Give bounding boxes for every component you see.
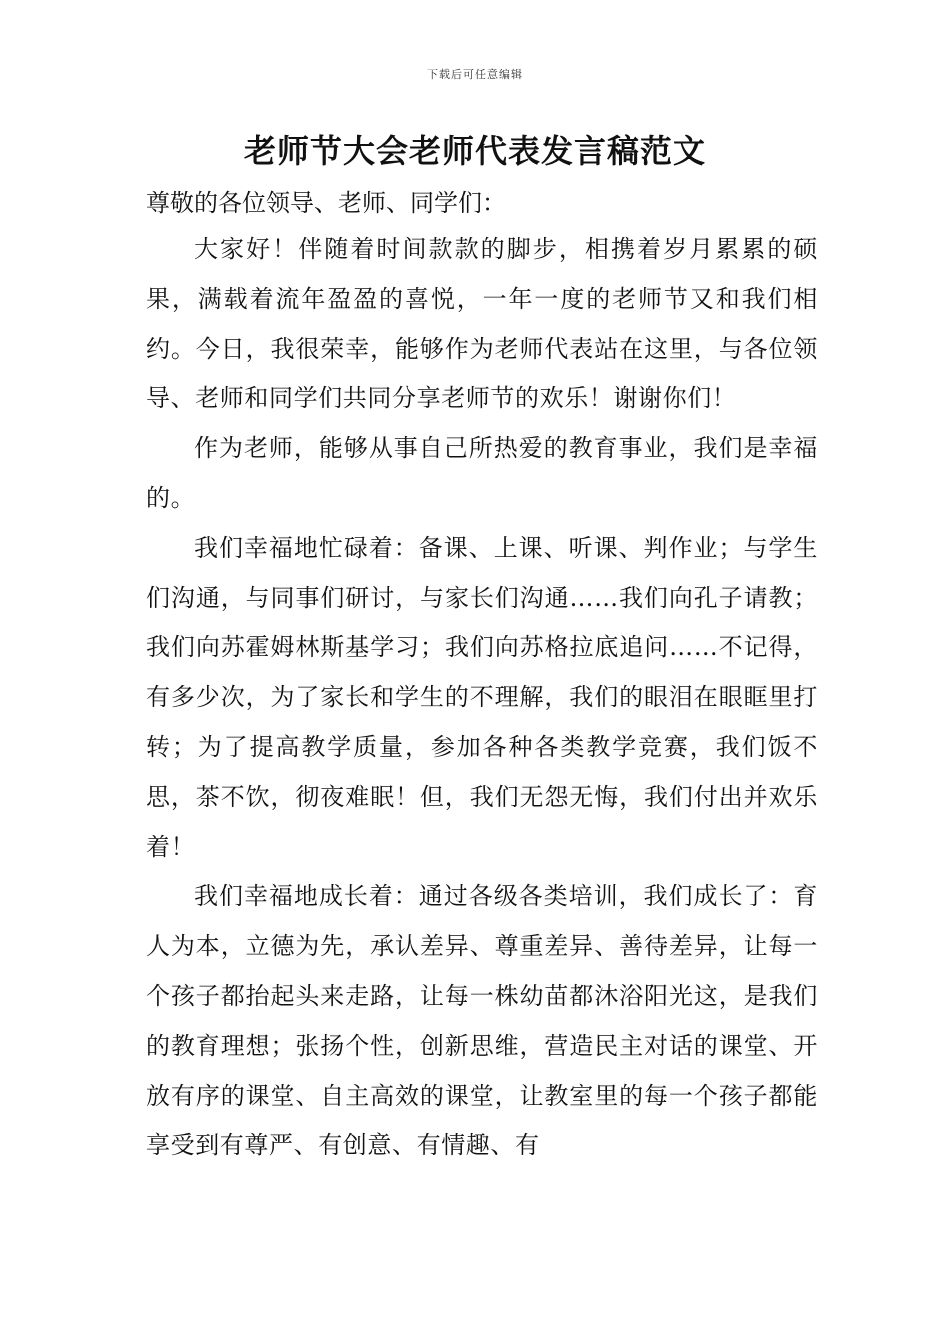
document-body	[146, 225, 818, 1171]
salutation: 尊敬的各位领导、老师、同学们：	[146, 189, 506, 217]
header-note: 下载后可任意编辑	[427, 68, 523, 81]
document-title: 老师节大会老师代表发言稿范文	[243, 132, 706, 170]
paragraph-greeting: 大家好！伴随着时间款款的脚步，相携着岁月累累的硕果，满载着流年盈盈的喜悦，一年一度的老师节又和我们相约。今日，我很荣幸，能够作为老师代表站在这里，与各位领导、老师和同学们共同分享老师节的欢乐！谢谢你们！	[146, 235, 818, 413]
paragraph-busy: 我们幸福地忙碌着：备课、上课、听课、判作业；与学生们沟通，与同事们研讨，与家长们沟通……我们向孔子请教；我们向苏霍姆林斯基学习；我们向苏格拉底追问……不记得，有多少次，为了家长和学生的不理解，我们的眼泪在眼眶里打转；为了提高教学质量，参加各种各类教学竞赛，我们饭不思，茶不饮，彻夜难眠！但，我们无怨无悔，我们付出并欢乐着！	[146, 533, 818, 861]
paragraph-happiness: 作为老师，能够从事自己所热爱的教育事业，我们是幸福的。	[146, 434, 818, 512]
paragraph-growth: 我们幸福地成长着：通过各级各类培训，我们成长了：育人为本，立德为先，承认差异、尊重差异、善待差异，让每一个孩子都抬起头来走路，让每一株幼苗都沐浴阳光这，是我们的教育理想；张扬个性，创新思维，营造民主对话的课堂、开放有序的课堂、自主高效的课堂，让教室里的每一个孩子都能享受到有尊严、有创意、有情趣、有	[146, 882, 818, 1160]
